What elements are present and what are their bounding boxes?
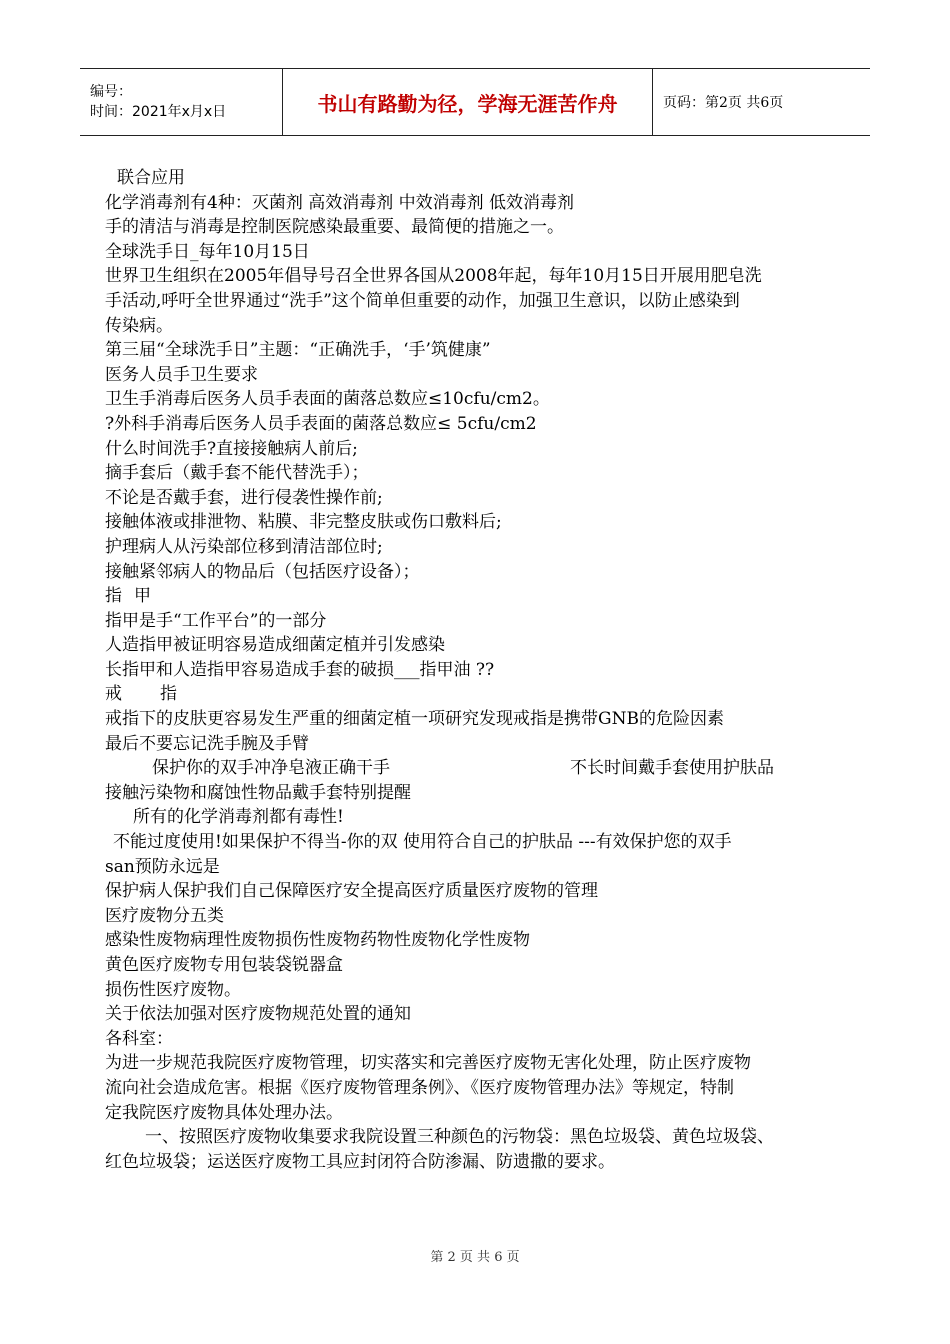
- text-line: 传染病。: [105, 315, 173, 336]
- text-line: 感染性废物病理性废物损伤性废物药物性废物化学性废物: [105, 930, 530, 951]
- text-line: 红色垃圾袋；运送医疗废物工具应封闭符合防渗漏、防遗撒的要求。: [105, 1151, 615, 1172]
- text-line: 指甲是手“工作平台”的一部分: [105, 610, 327, 631]
- text-line: 什么时间洗手?直接接触病人前后;: [105, 438, 358, 459]
- text-line: 世界卫生组织在2005年倡导号召全世界各国从2008年起，每年10月15日开展用肥皂洗: [105, 266, 762, 287]
- text-line: 关于依法加强对医疗废物规范处置的通知: [105, 1004, 411, 1025]
- text-line: 医疗废物分五类: [105, 905, 224, 926]
- text-right: 不长时间戴手套使用护肤品: [570, 758, 774, 779]
- text-line: 不论是否戴手套，进行侵袭性操作前;: [105, 487, 383, 508]
- text-line: 保护病人保护我们自己保障医疗安全提高医疗质量医疗废物的管理: [105, 881, 598, 902]
- text-line: 不能过度使用!如果保护不得当-你的双 使用符合自己的护肤品 ---有效保护您的双手: [113, 832, 732, 853]
- page-footer: 第 2 页 共 6 页: [430, 1250, 520, 1265]
- text-line: 长指甲和人造指甲容易造成手套的破损___指甲油 ??: [105, 659, 495, 680]
- section-heading-rings: 戒指: [105, 684, 215, 705]
- text-line: ?外科手消毒后医务人员手表面的菌落总数应≤ 5cfu/cm2: [105, 413, 537, 434]
- text-line: san预防永远是: [105, 856, 220, 877]
- header-page-info: 页码：第2页 共6页: [663, 95, 784, 111]
- text-line: 接触污染物和腐蚀性物品戴手套特别提醒: [105, 782, 411, 803]
- text-line: 所有的化学消毒剂都有毒性!: [133, 807, 344, 828]
- text-line: 接触紧邻病人的物品后（包括医疗设备）；: [105, 561, 420, 582]
- text-line: 化学消毒剂有4种：灭菌剂 高效消毒剂 中效消毒剂 低效消毒剂: [105, 192, 575, 213]
- text-line: 摘手套后（戴手套不能代替洗手）；: [105, 463, 369, 484]
- text-line: 卫生手消毒后医务人员手表面的菌落总数应≤10cfu/cm2。: [105, 389, 550, 410]
- section-heading-nails: 指甲: [105, 586, 163, 607]
- header-meta: [80, 69, 283, 135]
- text-line: 第三届“全球洗手日”主题：“正确洗手，‘手’筑健康”: [105, 340, 491, 361]
- text-line: 流向社会造成危害。根据《医疗废物管理条例》、《医疗废物管理办法》等规定，特制: [105, 1077, 734, 1098]
- text-line: 全球洗手日_每年10月15日: [105, 241, 310, 262]
- text-line: 损伤性医疗废物。: [105, 979, 241, 1000]
- text-line: 各科室：: [105, 1028, 173, 1049]
- text-line: 一、按照医疗废物收集要求我院设置三种颜色的污物袋：黑色垃圾袋、黄色垃圾袋、: [145, 1127, 774, 1148]
- text-line: 最后不要忘记洗手腕及手臂: [105, 733, 309, 754]
- text-line: 联合应用: [117, 168, 185, 188]
- text-line-two-col: [105, 756, 865, 781]
- text-line: 定我院医疗废物具体处理办法。: [105, 1102, 343, 1123]
- page-header: [80, 68, 870, 136]
- number-label: 编号：: [90, 84, 132, 100]
- header-motto: 书山有路勤为径，学海无涯苦作舟: [283, 69, 653, 135]
- text-line: 戒指下的皮肤更容易发生严重的细菌定植一项研究发现戒指是携带GNB的危险因素: [105, 709, 724, 730]
- text-left: 保护你的双手冲净皂液正确干手: [152, 758, 390, 779]
- text-line: 人造指甲被证明容易造成细菌定植并引发感染: [105, 635, 445, 656]
- text-line: 医务人员手卫生要求: [105, 364, 258, 385]
- text-line: 手活动,呼吁全世界通过“洗手”这个简单但重要的动作，加强卫生意识，以防止感染到: [105, 290, 740, 311]
- text-line: 护理病人从污染部位移到清洁部位时;: [105, 536, 383, 557]
- text-line: 手的清洁与消毒是控制医院感染最重要、最简便的措施之一。: [105, 217, 564, 238]
- text-line: 黄色医疗废物专用包装袋锐器盒: [105, 955, 343, 975]
- time-label: 时间：2021年x月x日: [90, 104, 227, 120]
- text-line: 为进一步规范我院医疗废物管理，切实落实和完善医疗废物无害化处理，防止医疗废物: [105, 1053, 751, 1074]
- text-line: 接触体液或排泄物、粘膜、非完整皮肤或伤口敷料后;: [105, 512, 502, 533]
- document-body: [105, 166, 865, 1174]
